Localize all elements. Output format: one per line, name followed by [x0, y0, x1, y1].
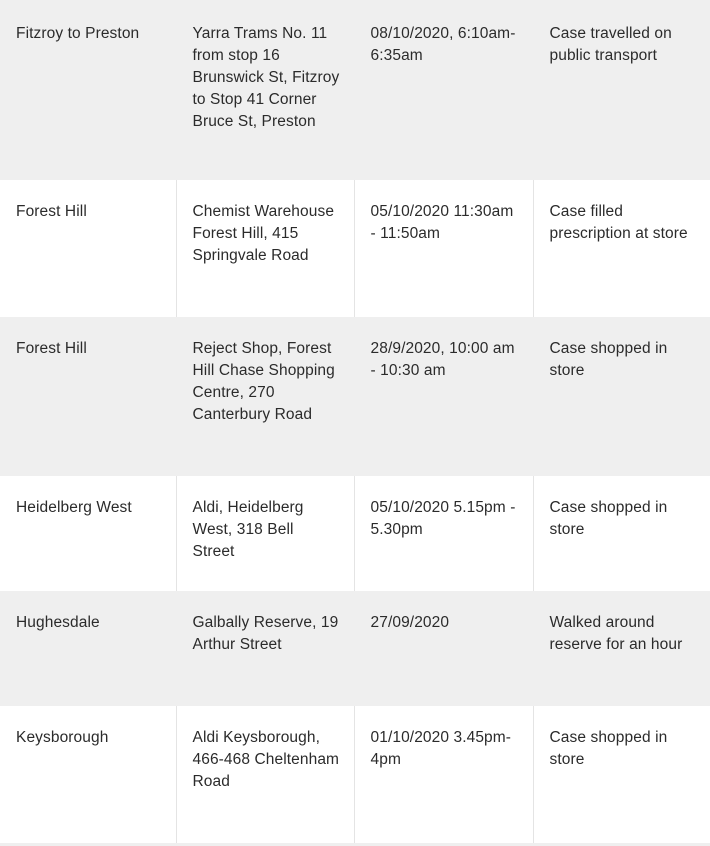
notes-cell: Case shopped in store	[533, 476, 710, 591]
exposure-period-cell: 05/10/2020 11:30am - 11:50am	[354, 180, 533, 317]
exposure-period-cell: 01/10/2020 3.45pm-4pm	[354, 706, 533, 843]
site-cell: Reject Shop, Forest Hill Chase Shopping Centre, 270 Canterbury Road	[176, 317, 354, 476]
notes-cell: Case filled prescription at store	[533, 180, 710, 317]
exposure-period-cell: 05/10/2020 5.15pm - 5.30pm	[354, 476, 533, 591]
exposure-period-cell: 27/09/2020	[354, 591, 533, 706]
location-cell: Hughesdale	[0, 591, 176, 706]
exposure-period-cell: 28/9/2020, 10:00 am - 10:30 am	[354, 317, 533, 476]
location-cell: Forest Hill	[0, 317, 176, 476]
table-row	[0, 706, 710, 843]
notes-cell: Case shopped in store	[533, 317, 710, 476]
table-row	[0, 591, 710, 706]
notes-cell: Walked around reserve for an hour	[533, 591, 710, 706]
exposure-period-cell: 08/10/2020, 6:10am-6:35am	[354, 0, 533, 180]
site-cell: Aldi, Heidelberg West, 318 Bell Street	[176, 476, 354, 591]
site-cell: Chemist Warehouse Forest Hill, 415 Springvale Road	[176, 180, 354, 317]
site-cell: Aldi Keysborough, 466-468 Cheltenham Road	[176, 706, 354, 843]
location-cell: Fitzroy to Preston	[0, 0, 176, 180]
table-row	[0, 476, 710, 591]
table-row	[0, 317, 710, 476]
site-cell: Yarra Trams No. 11 from stop 16 Brunswick St, Fitzroy to Stop 41 Corner Bruce St, Preston	[176, 0, 354, 180]
notes-cell: Case travelled on public transport	[533, 0, 710, 180]
table-row	[0, 0, 710, 180]
location-cell: Keysborough	[0, 706, 176, 843]
location-cell: Heidelberg West	[0, 476, 176, 591]
location-cell: Forest Hill	[0, 180, 176, 317]
site-cell: Galbally Reserve, 19 Arthur Street	[176, 591, 354, 706]
notes-cell: Case shopped in store	[533, 706, 710, 843]
table-row	[0, 180, 710, 317]
